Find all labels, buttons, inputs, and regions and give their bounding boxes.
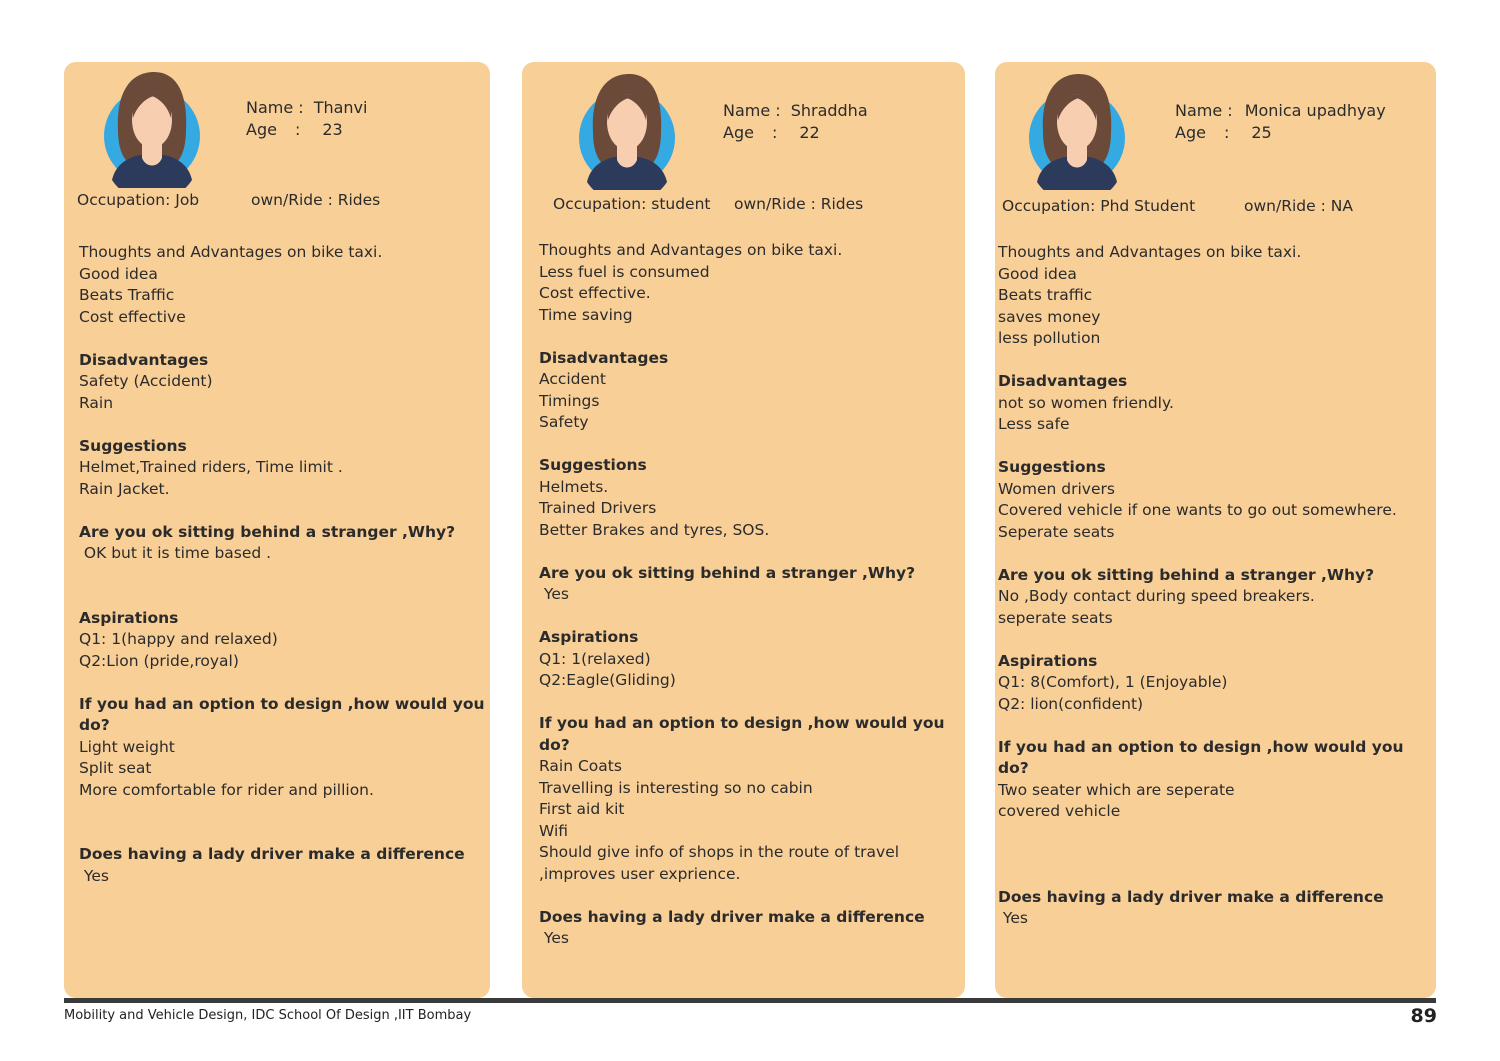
section-heading: If you had an option to design ,how would you do? (79, 694, 485, 734)
persona-name: Shraddha (790, 101, 868, 120)
notes-section (998, 887, 1436, 930)
section-heading: Suggestions (539, 456, 647, 474)
section-line: No ,Body contact during speed breakers. (998, 587, 1315, 605)
section-line: Less fuel is consumed (539, 262, 710, 281)
notes-section (539, 627, 965, 692)
section-line: Trained Drivers (539, 499, 657, 517)
notes-section (998, 737, 1436, 823)
persona-card-thanvi (64, 62, 490, 998)
section-line: Rain (79, 393, 114, 412)
section-line: Travelling is interesting so no cabin (539, 778, 813, 797)
name-label: Name : (723, 101, 781, 120)
occupation-text: Occupation: Phd Student (1002, 197, 1196, 215)
age-label: Age (723, 123, 754, 142)
persona-age: 23 (322, 120, 343, 139)
notes-section (539, 907, 965, 950)
occupation-text: Occupation: student (553, 195, 711, 213)
occupation-row (553, 194, 953, 216)
persona-card-shraddha (522, 62, 965, 998)
occupation-row (77, 190, 477, 212)
section-line: Yes (79, 866, 109, 885)
female-avatar-icon (577, 72, 677, 190)
section-line: Wifi (539, 821, 569, 840)
own-ride-text: own/Ride : Rides (251, 191, 381, 209)
section-heading: Does having a lady driver make a difference (539, 907, 925, 926)
section-line: Beats Traffic (79, 286, 175, 304)
section-line: Two seater which are seperate (998, 780, 1235, 799)
section-line: Q2:Eagle(Gliding) (539, 671, 676, 689)
section-line: Thoughts and Advantages on bike taxi. (539, 241, 843, 259)
section-heading: Disadvantages (79, 350, 209, 369)
notes-section (539, 455, 965, 541)
section-heading: Aspirations (539, 628, 639, 646)
own-ride-text: own/Ride : NA (1244, 197, 1353, 215)
section-line: Thoughts and Advantages on bike taxi. (998, 243, 1302, 261)
interview-notes (539, 240, 965, 950)
section-line: Rain Jacket. (79, 479, 170, 498)
notes-section (998, 565, 1436, 630)
section-heading: If you had an option to design ,how would you do? (539, 714, 945, 754)
persona-info (1175, 100, 1386, 144)
section-line: Safety (Accident) (79, 372, 213, 390)
notes-section (998, 371, 1436, 436)
persona-name: Thanvi (313, 98, 368, 117)
notes-section (79, 844, 490, 887)
section-line: Helmet,Trained riders, Time limit . (79, 458, 343, 476)
section-line: Better Brakes and tyres, SOS. (539, 520, 770, 539)
name-label: Name : (1175, 101, 1233, 120)
age-label: Age (246, 120, 277, 139)
female-avatar-icon (1027, 72, 1127, 190)
section-line: Good idea (998, 264, 1077, 283)
section-line: Cost effective (79, 307, 186, 326)
persona-info (246, 97, 367, 141)
section-heading: Are you ok sitting behind a stranger ,Why? (998, 565, 1375, 584)
section-line: Thoughts and Advantages on bike taxi. (79, 243, 383, 261)
age-separator: : (294, 120, 301, 139)
notes-section (998, 651, 1436, 716)
section-heading: Are you ok sitting behind a stranger ,Why? (79, 522, 456, 541)
notes-section (539, 563, 965, 606)
section-line: Light weight (79, 737, 175, 756)
section-line: seperate seats (998, 608, 1113, 627)
section-line: saves money (998, 307, 1101, 326)
section-line: Beats traffic (998, 286, 1093, 304)
section-line: Q1: 1(happy and relaxed) (79, 630, 278, 648)
section-line: Rain Coats (539, 757, 622, 775)
section-line: Yes (539, 929, 569, 947)
section-line: less pollution (998, 329, 1101, 347)
section-heading: Disadvantages (998, 372, 1128, 390)
section-heading: Suggestions (998, 458, 1106, 476)
notes-section (998, 457, 1436, 543)
section-heading: If you had an option to design ,how would you do? (998, 737, 1404, 777)
notes-section (539, 240, 965, 326)
section-heading: Aspirations (998, 651, 1098, 670)
age-separator: : (771, 123, 778, 142)
notes-section (79, 694, 490, 802)
persona-card-monica (995, 62, 1436, 998)
occupation-text: Occupation: Job (77, 191, 200, 209)
notes-section (79, 608, 490, 673)
section-heading: Aspirations (79, 608, 179, 627)
footer-rule (64, 998, 1436, 1003)
footer-text: Mobility and Vehicle Design, IDC School Of Design ,IIT Bombay (64, 1008, 472, 1023)
section-line: ,improves user exprience. (539, 864, 741, 883)
section-line: Split seat (79, 759, 152, 777)
persona-age: 22 (799, 123, 820, 142)
occupation-row (1002, 196, 1402, 218)
section-line: More comfortable for rider and pillion. (79, 780, 374, 799)
female-avatar-icon (102, 70, 202, 188)
section-heading: Does having a lady driver make a difference (998, 887, 1384, 906)
own-ride-text: own/Ride : Rides (734, 195, 864, 213)
section-line: Q1: 8(Comfort), 1 (Enjoyable) (998, 673, 1228, 691)
section-line: First aid kit (539, 800, 625, 818)
section-line: Helmets. (539, 477, 609, 496)
interview-notes (79, 242, 490, 887)
section-line: Cost effective. (539, 284, 651, 302)
section-line: covered vehicle (998, 802, 1121, 820)
section-line: Time saving (539, 305, 633, 324)
notes-section (79, 522, 490, 565)
section-line: Yes (998, 909, 1028, 927)
section-heading: Suggestions (79, 436, 187, 455)
section-line: Q1: 1(relaxed) (539, 649, 651, 668)
age-separator: : (1223, 123, 1230, 142)
persona-name: Monica upadhyay (1244, 101, 1386, 120)
section-line: Covered vehicle if one wants to go out somewhere. (998, 501, 1397, 519)
section-heading: Does having a lady driver make a difference (79, 845, 465, 863)
notes-section (539, 713, 965, 885)
section-line: OK but it is time based . (79, 544, 272, 562)
section-line: Good idea (79, 264, 158, 283)
section-line: Should give info of shops in the route of travel (539, 843, 900, 861)
age-label: Age (1175, 123, 1206, 142)
section-line: Safety (539, 413, 589, 431)
section-line: not so women friendly. (998, 393, 1174, 412)
section-line: Accident (539, 370, 606, 388)
notes-section (998, 242, 1436, 350)
section-line: Q2: lion(confident) (998, 694, 1144, 713)
notes-section (539, 348, 965, 434)
section-line: Q2:Lion (pride,royal) (79, 651, 239, 670)
persona-info (723, 100, 868, 144)
notes-section (79, 350, 490, 415)
section-heading: Are you ok sitting behind a stranger ,Why? (539, 563, 916, 582)
section-line: Timings (539, 391, 600, 410)
section-line: Seperate seats (998, 522, 1115, 541)
name-label: Name : (246, 98, 304, 117)
notes-section (79, 436, 490, 501)
section-line: Less safe (998, 415, 1070, 433)
notes-section (79, 242, 490, 328)
interview-notes (998, 242, 1436, 930)
page-number: 89 (1410, 1005, 1437, 1027)
section-line: Yes (539, 585, 569, 603)
section-heading: Disadvantages (539, 348, 669, 367)
section-line: Women drivers (998, 479, 1115, 498)
persona-age: 25 (1251, 123, 1272, 142)
